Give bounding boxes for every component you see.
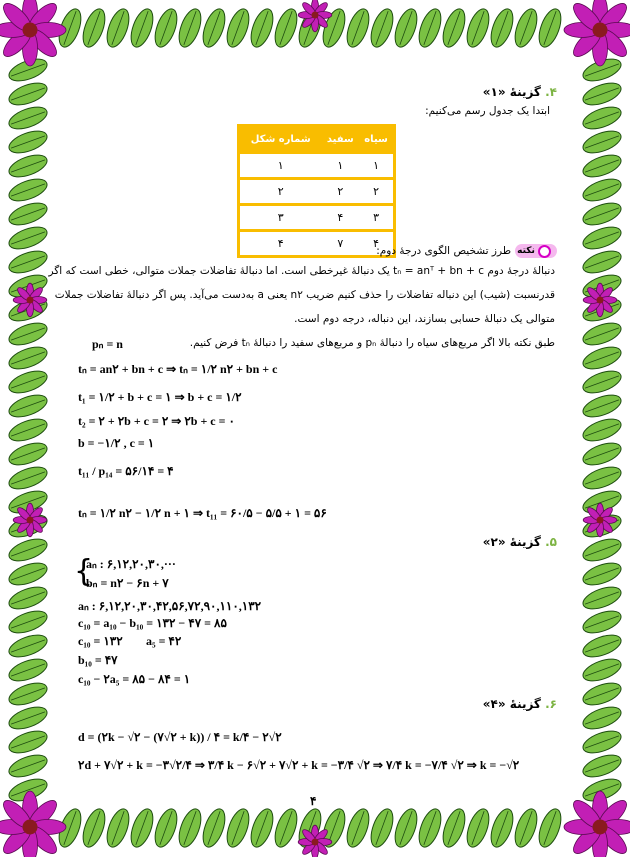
cell: ۳ xyxy=(359,205,394,231)
header-white: سفید xyxy=(321,126,359,153)
flower-center-icon xyxy=(312,12,319,19)
paragraph-line: متوالی یک دنبالهٔ حسابی بسازند، این دنباله، درجه دوم است. xyxy=(294,313,555,325)
paragraph-line: دنبالهٔ درجهٔ دوم tₙ = anᵀ + bn + c یک دنبالهٔ غیرخطی است. اما دنبالهٔ تفاضلات جملات متوالی، خطی است که اگر xyxy=(48,265,555,277)
equation: tₙ = ۱/۲ n۲ − ۱/۲ n + ۱ ⇒ t₁₁ = ۶۰/۵ − ۵/۵ + ۱ = ۵۶ xyxy=(78,506,327,520)
equation: aₙ : ۶,۱۲,۲۰,۳۰,۴۲,۵۶,۷۲,۹۰,۱۱۰,۱۳۲ xyxy=(78,599,262,613)
equation: aₙ : ۶,۱۲,۲۰,۳۰,··· xyxy=(86,557,176,571)
equation: c₁₀ = a₁₀ − b₁₀ = ۱۳۲ − ۴۷ = ۸۵ xyxy=(78,616,227,630)
cell: ۳ xyxy=(239,205,322,231)
table-row xyxy=(239,153,395,179)
table-row xyxy=(239,205,395,231)
flower-center-icon xyxy=(593,23,608,38)
equation: tₙ = an۲ + bn + c ⇒ tₙ = ۱/۲ n۲ + bn + c xyxy=(78,362,278,376)
equation: ۲d + ۷√۲ + k = −۳√۲/۴ ⇒ ۳/۴ k − ۶√۲ + ۷√۲ + k = −۳/۴ √۲ ⇒ ۷/۴ k = −۷/۴ √۲ ⇒ k = −√۲ xyxy=(78,758,520,772)
equation: b₁₀ = ۴۷ xyxy=(78,653,118,667)
equation: c₁₀ = ۱۳۲ xyxy=(78,634,123,648)
header-figure-number: شماره شکل xyxy=(239,126,322,153)
equation: t₂ = ۲ + ۲b + c = ۲ ⇒ ۲b + c = ۰ xyxy=(78,414,235,428)
paragraph-line: قدرنسبت (شیب) این دنباله تفاضلات را حذف کنیم ضریب n۲ یعنی a به‌دست می‌آید. پس اگر دنبالهٔ تفاضلات جملات xyxy=(54,289,555,301)
table-row xyxy=(239,179,395,205)
flower-center-icon xyxy=(27,517,34,524)
flower-center-icon xyxy=(597,297,604,304)
note-badge xyxy=(515,244,557,258)
q5-title: گزینهٔ «۲» xyxy=(482,535,541,549)
flower-center-icon xyxy=(23,23,38,38)
paragraph-line: طبق نکته بالا اگر مربع‌های سیاه را دنبالهٔ pₙ و مربع‌های سفید را دنبالهٔ tₙ فرض کنیم. xyxy=(189,337,555,349)
flower-center-icon xyxy=(23,820,38,835)
equation: c₁₀ − ۲a₅ = ۸۵ − ۸۴ = ۱ xyxy=(78,672,191,686)
equation: a₅ = ۴۲ xyxy=(146,634,182,648)
cell: ۴ xyxy=(321,205,359,231)
equation: pₙ = n xyxy=(92,337,123,351)
note-text: طرز تشخیص الگوی درجهٔ دوم: xyxy=(376,245,512,257)
q6-title: گزینهٔ «۴» xyxy=(482,697,541,711)
cell: ۱ xyxy=(321,153,359,179)
flower-center-icon xyxy=(593,820,608,835)
cell: ۱ xyxy=(359,153,394,179)
equation: t₁₁ / p₁₄ = ۵۶/۱۴ = ۴ xyxy=(78,464,174,478)
q6-heading xyxy=(483,697,557,711)
cell: ۷ xyxy=(321,231,359,257)
cell: ۴ xyxy=(359,231,394,257)
q6-number: ۶. xyxy=(545,697,557,711)
page-number: ۴ xyxy=(310,794,317,808)
circle-icon xyxy=(538,245,551,258)
brace-symbol: { xyxy=(74,554,94,589)
cell: ۱ xyxy=(239,153,322,179)
table-row xyxy=(239,231,395,257)
table-header-row xyxy=(239,126,395,153)
q5-number: ۵. xyxy=(545,535,557,549)
header-black: سیاه xyxy=(359,126,394,153)
equation: d = (۲k − √۲ − (۷√۲ + k)) / ۴ = k/۴ − ۲√۲ xyxy=(78,730,282,744)
equation: bₙ = n۲ − ۶n + ۷ xyxy=(86,576,169,590)
q4-number: ۴. xyxy=(545,85,557,99)
cell: ۲ xyxy=(359,179,394,205)
flower-center-icon xyxy=(597,517,604,524)
flower-center-icon xyxy=(27,297,34,304)
q4-heading xyxy=(483,85,557,99)
q4-title: گزینهٔ «۱» xyxy=(482,85,541,99)
note-label: نکته xyxy=(517,246,535,256)
equation: t₁ = ۱/۲ + b + c = ۱ ⇒ b + c = ۱/۲ xyxy=(78,390,242,404)
q5-heading xyxy=(483,535,557,549)
equation: b = −۱/۲ , c = ۱ xyxy=(78,436,155,450)
note-callout xyxy=(376,244,557,258)
q4-intro: ابتدا یک جدول رسم می‌کنیم: xyxy=(425,105,550,117)
cell: ۴ xyxy=(239,231,322,257)
cell: ۲ xyxy=(321,179,359,205)
data-table xyxy=(237,124,396,258)
cell: ۲ xyxy=(239,179,322,205)
flower-center-icon xyxy=(312,839,319,846)
